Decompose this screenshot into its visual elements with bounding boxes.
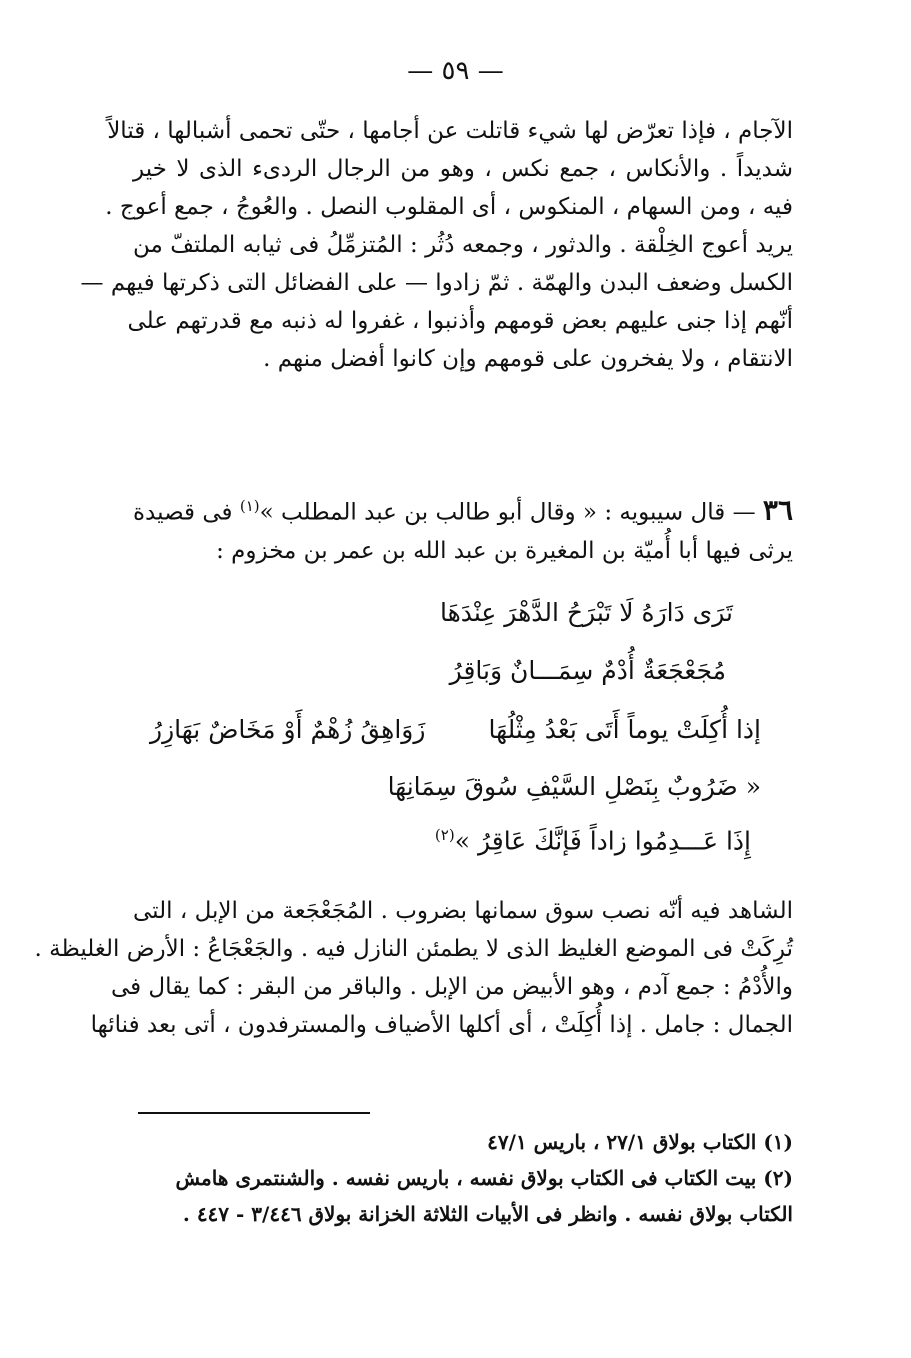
text-line: الشاهد فيه أنّه نصب سوق سمانها بضروب . المُجَعْجَعة من الإبل ، التى (133, 898, 793, 924)
footnote-ref-1: (١) (239, 497, 260, 515)
verse-3-first-hemistich: « ضَرُوبٌ بِنَصْلِ السَّيْفِ سُوقَ سِمَانِهَا (387, 772, 761, 801)
section-number: ٣٦ (762, 493, 793, 527)
text-line: أنّهم إذا جنى عليهم بعض قومهم وأذنبوا ، غفروا له ذنبه مع قدرتهم على (127, 308, 793, 334)
verse-3-second-text: إِذَا عَـــدِمُوا زاداً فَإنَّكَ عَاقِرُ » (454, 826, 751, 856)
footnote-2 (133, 1160, 793, 1232)
verse-2-first-hemistich: إذا أُكِلَتْ يوماً أَتَى بَعْدُ مِثْلُهَا (488, 715, 761, 744)
text-line: يرثى فيها أبا أُميّة بن المغيرة بن عبد الله بن عمر بن مخزوم : (216, 537, 793, 564)
citation-tail: فى قصيدة (133, 499, 233, 526)
text-line: شديداً . والأنكاس ، جمع نكس ، وهو من الرجال الردىء الذى لا خير (133, 156, 793, 182)
text-line: الجمال : جامل . إذا أُكِلَتْ ، أى أكلها الأضياف والمسترفدون ، أتى بعد فنائها (90, 1012, 793, 1038)
text-line: فيه ، ومن السهام ، المنكوس ، أى المقلوب النصل . والعُوجُ ، جمع أعوج . (105, 194, 793, 220)
verse-3-second-hemistich (435, 826, 751, 855)
text-line: الآجام ، فإذا تعرّض لها شيء قاتلت عن أجامها ، حتّى تحمى أشبالها ، قتالاً (107, 118, 793, 144)
footnote-2-line-1: (٢) بيت الكتاب فى الكتاب بولاق نفسه ، باريس نفسه . والشنتمرى هامش (175, 1166, 793, 1190)
text-line: الكسل وضعف البدن والهمّة . ثمّ زادوا — على الفضائل التى ذكرتها فيهم — (80, 270, 793, 296)
verse-2-second-hemistich: زَوَاهِقُ زُهْمٌ أَوْ مَخَاضٌ بَهَازِرُ (150, 715, 426, 744)
footnote-2-line-2: الكتاب بولاق نفسه . وانظر فى الأبيات الثلاثة الخزانة بولاق ٣/٤٤٦ - ٤٤٧ . (182, 1202, 793, 1226)
page-number: — ٥٩ — (407, 56, 504, 86)
paragraph-commentary-2 (34, 892, 793, 1044)
text-line: تُرِكَتْ فى الموضع الغليظ الذى لا يطمئن النازل فيه . والجَعْجَاعُ : الأرض الغليظة . (34, 936, 793, 962)
verse-1-second-hemistich: مُجَعْجَعَةٌ أُدْمٌ سِمَـــانٌ وَبَاقِرُ (449, 656, 726, 685)
footnote-ref-2: (٢) (434, 826, 455, 844)
footnote-1: (١) الكتاب بولاق ٢٧/١ ، باريس ٤٧/١ (487, 1130, 793, 1154)
text-line: الانتقام ، ولا يفخرون على قومهم وإن كانوا أفضل منهم . (263, 346, 793, 372)
text-line: يريد أعوج الخِلْقة . والدثور ، وجمعه دُثُر : المُتزمِّلُ فى ثيابه الملتفّ من (133, 232, 793, 258)
footnote-separator (138, 1112, 370, 1114)
paragraph-commentary-1 (80, 112, 793, 378)
text-line (133, 487, 793, 532)
text-line: والأُدْمُ : جمع آدم ، وهو الأبيض من الإبل . والباقر من البقر : كما يقال فى (110, 974, 793, 1000)
verse-1-first-hemistich: تَرَى دَارَهُ لَا تَبْرَحُ الدَّهْرَ عِنْدَهَا (439, 598, 733, 627)
paragraph-citation-36 (133, 487, 793, 570)
citation-intro: — قال سيبويه : « وقال أبو طالب بن عبد المطلب » (259, 499, 756, 526)
